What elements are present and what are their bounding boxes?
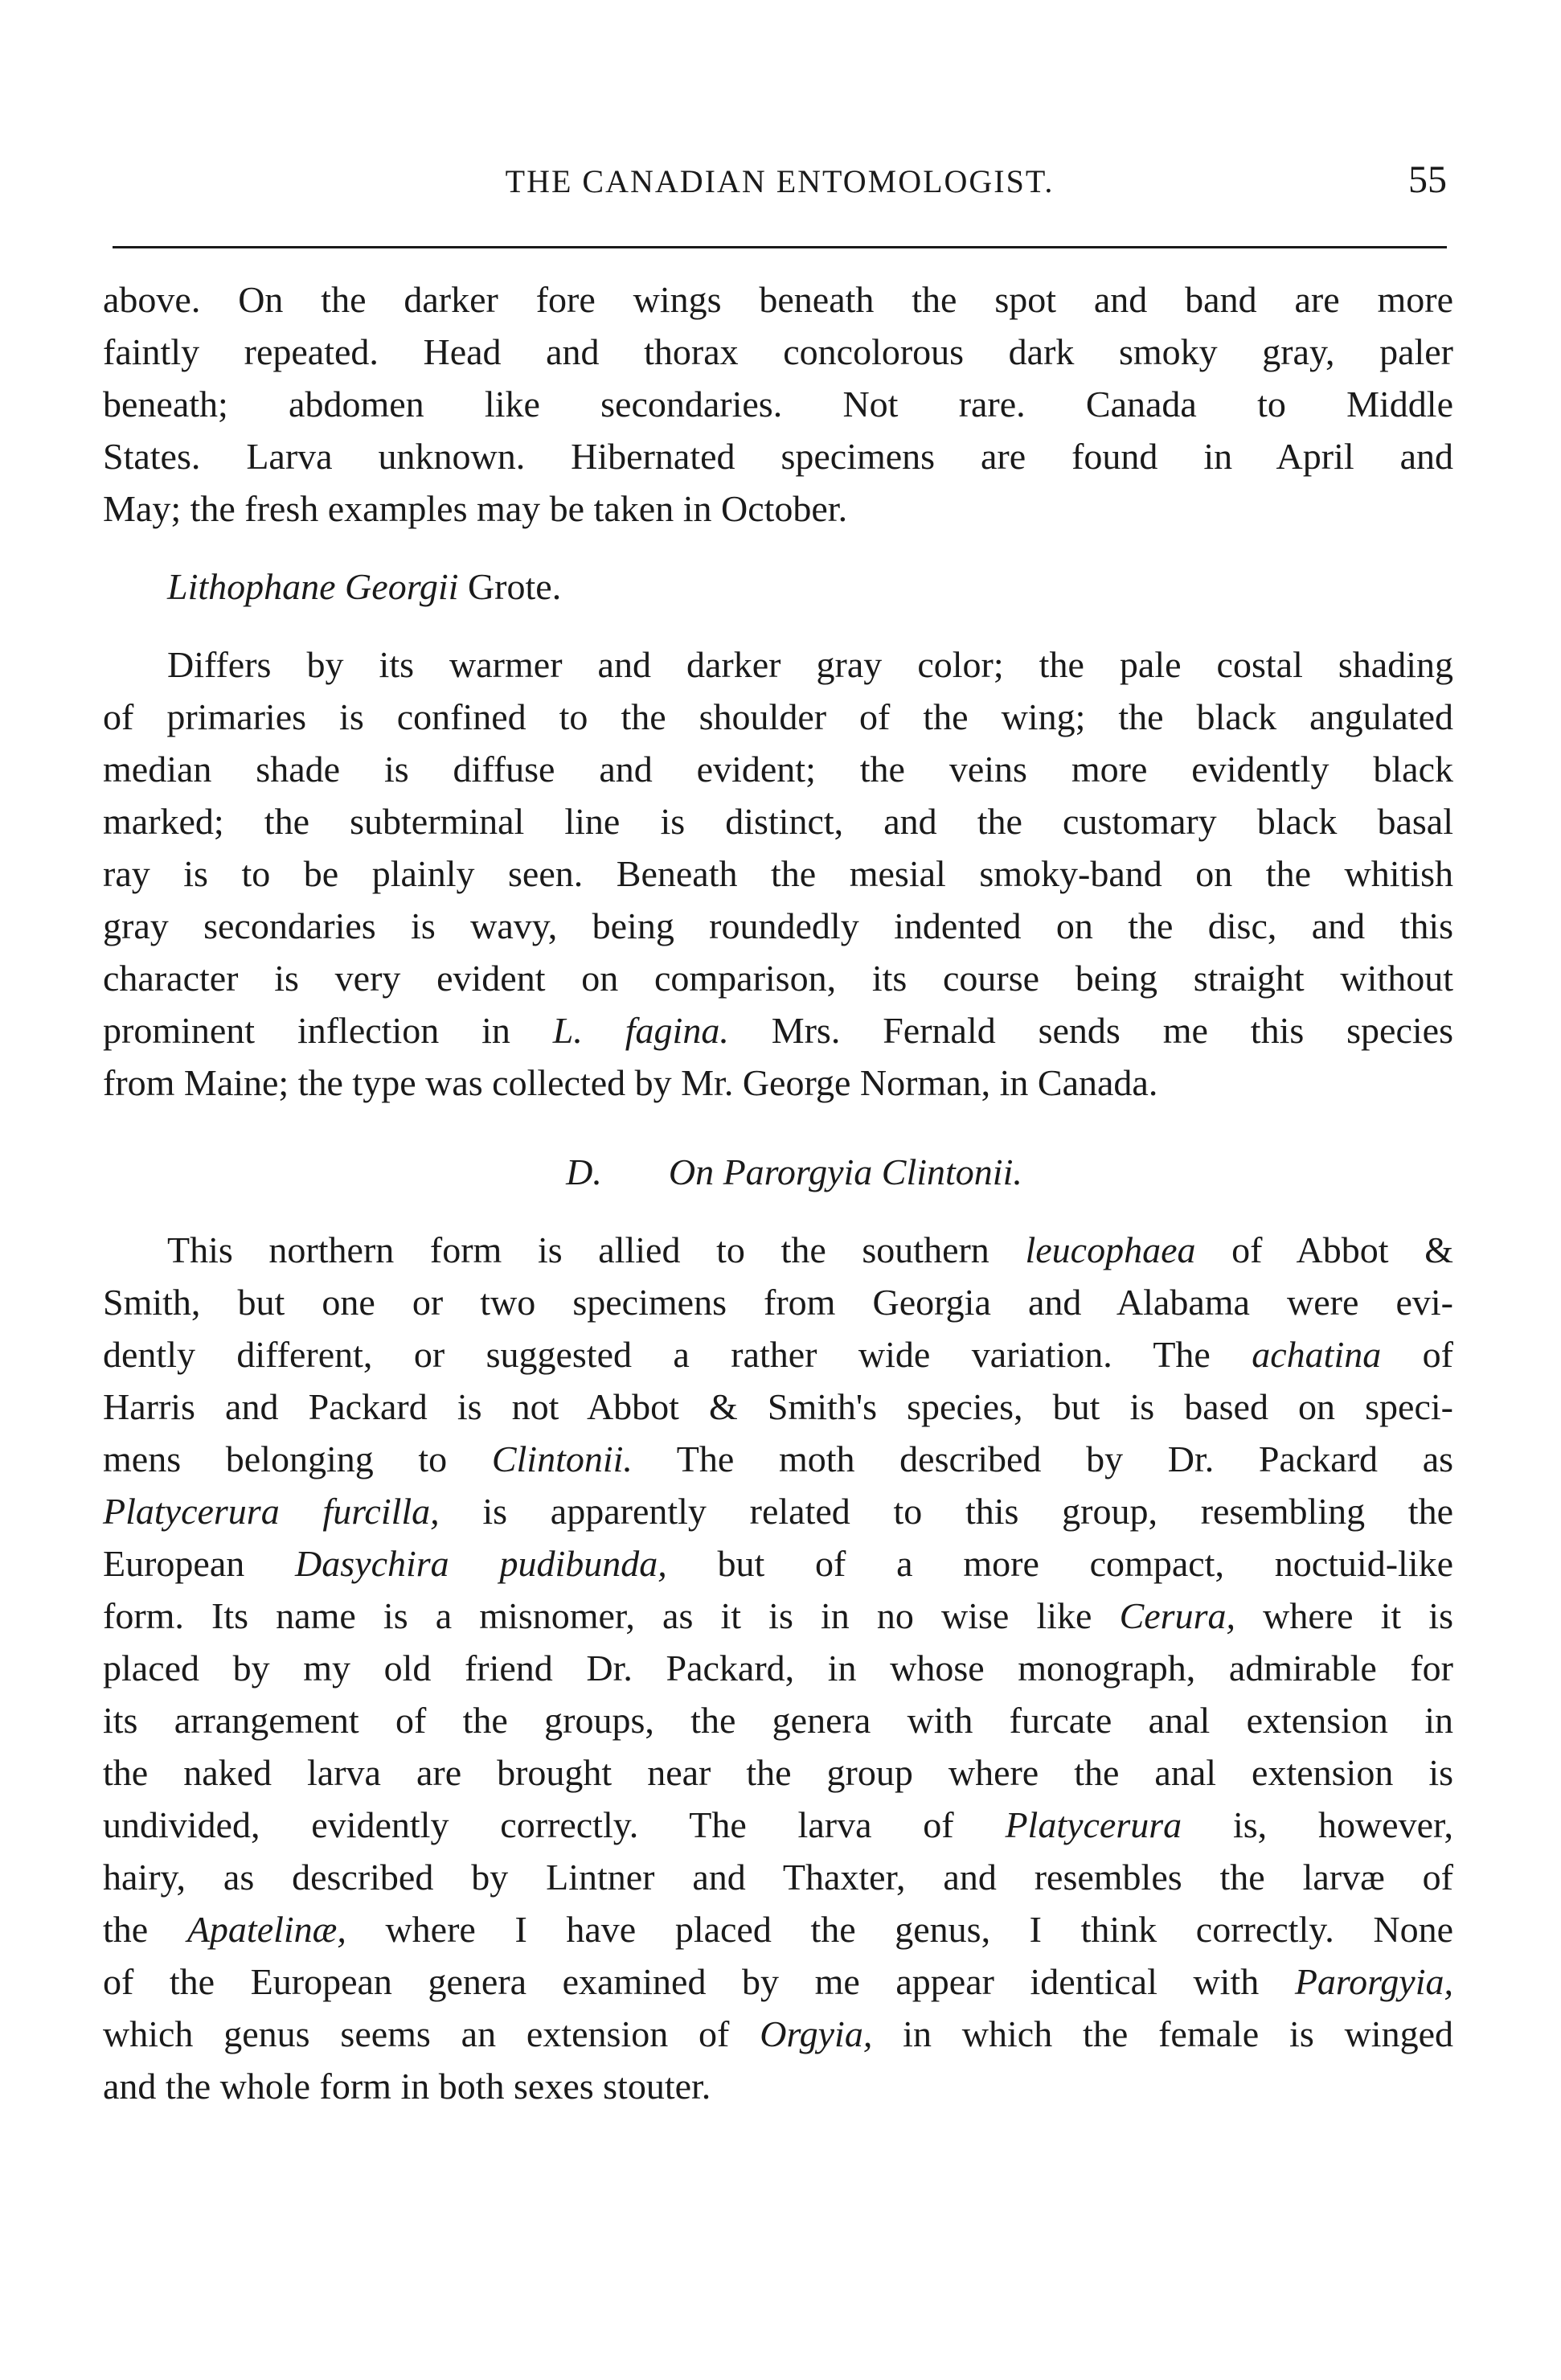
species-author: Grote. [467, 566, 562, 607]
text-run: mens belonging to [103, 1438, 492, 1479]
text-run: This northern form is allied to the southern [167, 1229, 1026, 1270]
text-run: European [103, 1543, 296, 1584]
species-name: Lithophane Georgii [167, 566, 459, 607]
text-run: but of a more compact, noctuid-like [666, 1543, 1453, 1584]
text-line: May; the fresh examples may be taken in October. [103, 488, 848, 529]
species-italic: Parorgyia, [1294, 1961, 1453, 2002]
text-run: of [1381, 1334, 1453, 1375]
paragraph-parorgyia [103, 1224, 1453, 2112]
text-line [103, 1590, 1453, 1642]
text-run: of Abbot & [1195, 1229, 1453, 1270]
text-line: median shade is diffuse and evident; the veins more evidently black [103, 749, 1453, 790]
text-line [103, 1485, 1453, 1537]
species-italic: leucophaea [1025, 1229, 1196, 1270]
text-line: of primaries is confined to the shoulder of the wing; the black angulated [103, 696, 1453, 737]
text-line: the naked larva are brought near the group where the anal extension is [103, 1752, 1453, 1793]
text-run: Mrs. Fernald sends me this species [728, 1010, 1453, 1051]
species-italic: Cerura, [1119, 1595, 1235, 1636]
running-title: THE CANADIAN ENTOMOLOGIST. [505, 163, 1055, 199]
text-line: Harris and Packard is not Abbot & Smith's species, but is based on speci- [103, 1386, 1453, 1427]
species-italic: Clintonii. [491, 1438, 633, 1479]
text-run: in which the female is winged [872, 2013, 1453, 2054]
text-line [103, 1799, 1453, 1851]
text-run: the [103, 1909, 187, 1950]
text-line: hairy, as described by Lintner and Thaxter, and resembles the larvæ of [103, 1857, 1453, 1898]
text-line [103, 1328, 1453, 1381]
text-line [103, 2008, 1453, 2060]
text-line [103, 1004, 1453, 1057]
species-heading [103, 560, 1453, 613]
text-line [103, 1433, 1453, 1485]
text-line: from Maine; the type was collected by Mr. George Norman, in Canada. [103, 1062, 1158, 1103]
text-line [103, 1903, 1453, 1955]
text-line: faintly repeated. Head and thorax concolorous dark smoky gray, paler [103, 331, 1453, 372]
species-italic: Dasychira pudibunda, [295, 1543, 667, 1584]
text-run: where I have placed the genus, I think correctly. None [346, 1909, 1453, 1950]
text-run: The moth described by Dr. Packard as [632, 1438, 1454, 1479]
section-heading [103, 1146, 1453, 1198]
species-italic: Apatelinæ, [186, 1909, 346, 1950]
running-head [113, 158, 1447, 211]
species-italic: L. fagina. [552, 1010, 729, 1051]
text-line: beneath; abdomen like secondaries. Not rare. Canada to Middle [103, 384, 1453, 425]
text-run: dently different, or suggested a rather wide variation. The [103, 1334, 1252, 1375]
section-title: On Parorgyia Clintonii. [668, 1151, 1022, 1192]
text-line [103, 1955, 1453, 2008]
body-text [103, 273, 1453, 2112]
text-run: form. Its name is a misnomer, as it is in no wise like [103, 1595, 1120, 1636]
text-line: ray is to be plainly seen. Beneath the mesial smoky-band on the whitish [103, 853, 1453, 894]
species-italic: Platycerura [1005, 1804, 1182, 1845]
text-line: its arrangement of the groups, the genera with furcate anal extension in [103, 1700, 1453, 1741]
text-run: which genus seems an extension of [103, 2013, 760, 2054]
text-line: States. Larva unknown. Hibernated specimens are found in April and [103, 436, 1453, 477]
species-italic: Orgyia, [760, 2013, 873, 2054]
text-line: and the whole form in both sexes stouter. [103, 2066, 711, 2107]
species-italic: achatina [1252, 1334, 1382, 1375]
text-run: is, however, [1182, 1804, 1453, 1845]
text-line: Smith, but one or two specimens from Georgia and Alabama were evi- [103, 1282, 1453, 1323]
text-line: placed by my old friend Dr. Packard, in whose monograph, admirable for [103, 1648, 1453, 1689]
paragraph-species-description [103, 638, 1453, 1109]
paragraph-continuation [103, 273, 1453, 535]
text-line: character is very evident on comparison, its course being straight without [103, 958, 1453, 999]
header-rule [113, 246, 1447, 248]
text-line: Differs by its warmer and darker gray color; the pale costal shading [167, 644, 1453, 685]
species-italic: Platycerura furcilla, [103, 1491, 440, 1532]
text-line [103, 1537, 1453, 1590]
text-line: above. On the darker fore wings beneath the spot and band are more [103, 279, 1453, 320]
text-line [103, 1224, 1453, 1276]
text-run: is apparently related to this group, resembling the [439, 1491, 1454, 1532]
text-run: of the European genera examined by me appear identical with [103, 1961, 1295, 2002]
page-number: 55 [1408, 158, 1447, 201]
text-run: where it is [1235, 1595, 1453, 1636]
section-letter: D. [566, 1151, 602, 1192]
text-run: prominent inflection in [103, 1010, 553, 1051]
text-run: undivided, evidently correctly. The larva of [103, 1804, 1006, 1845]
text-line: marked; the subterminal line is distinct, and the customary black basal [103, 801, 1453, 842]
text-line: gray secondaries is wavy, being roundedly indented on the disc, and this [103, 905, 1453, 946]
